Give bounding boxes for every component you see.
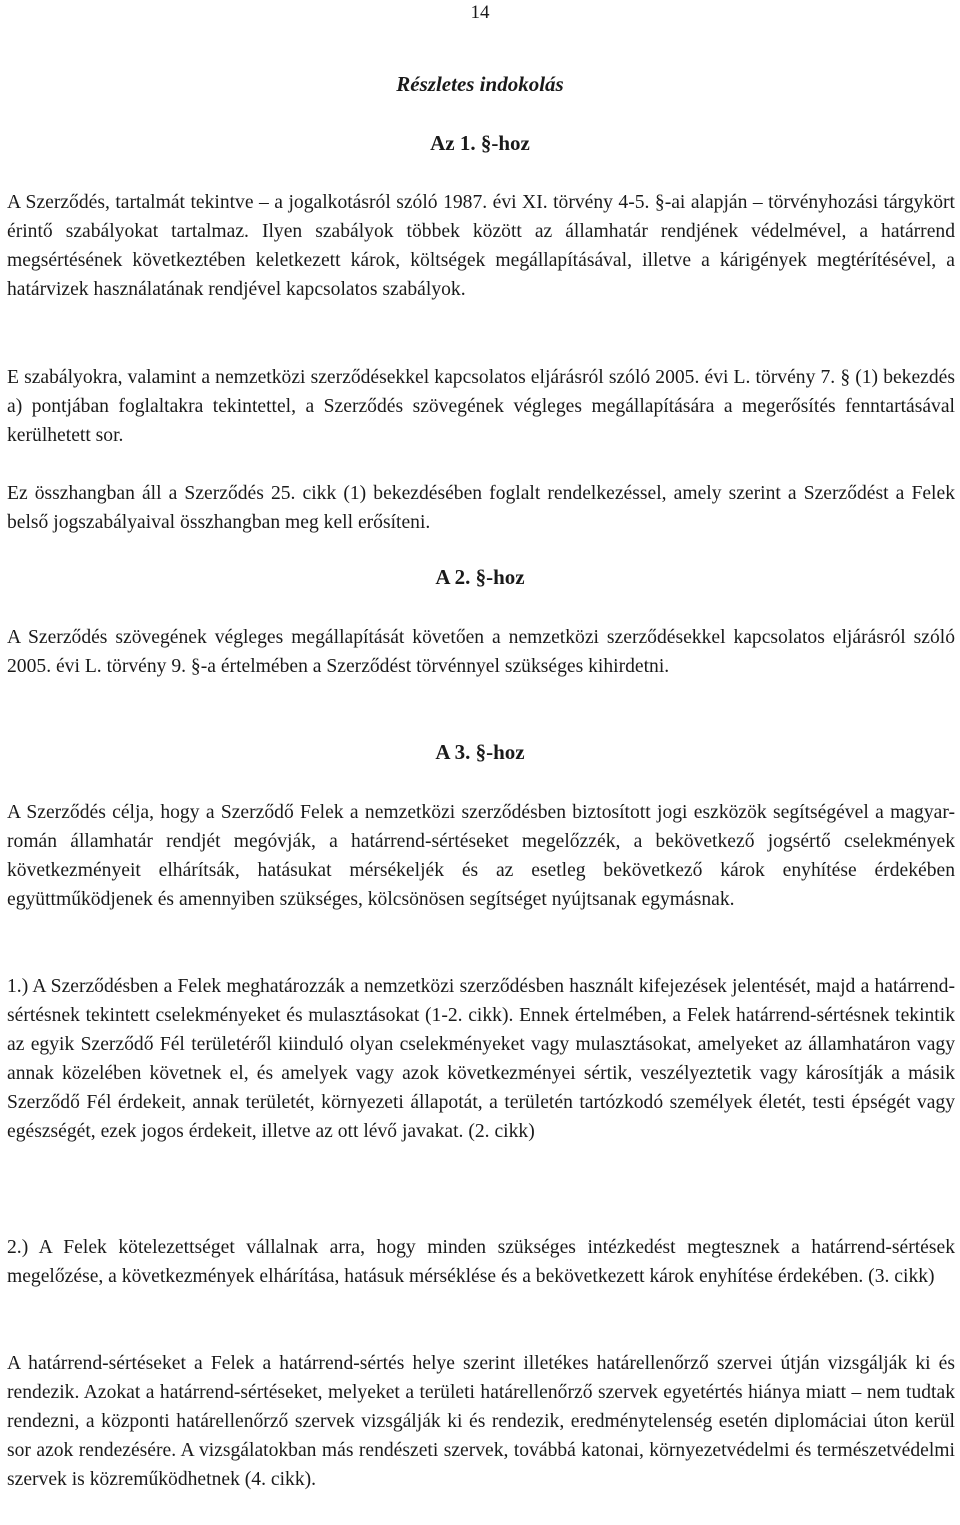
- section-3-paragraph-4: A határrend-sértéseket a Felek a határrend-sértés helye szerint illetékes határellenőrző szervei útján vizsgálják ki és rendezik. Azokat a határrend-sértéseket, melyeket a területi határellenőrző szervek egyetértés hiánya miatt – nem tudtak rendezni, a központi határellenőrző szervek vizsgálják ki és rendezik, eredménytelenség esetén diplomáciai úton kerül sor azok rendezésére. A vizsgálatokban más rendészeti szervek, továbbá katonai, környezetvédelmi és természetvédelmi szervek is közreműködhetnek (4. cikk).: [7, 1353, 955, 1490]
- section-1-paragraph-3: Ez összhangban áll a Szerződés 25. cikk (1) bekezdésében foglalt rendelkezéssel, amely szerint a Szerződést a Felek belső jogszabályaival összhangban meg kell erősíteni.: [7, 483, 955, 533]
- section-2-paragraph-1: A Szerződés szövegének végleges megállapítását követően a nemzetközi szerződésekkel kapcsolatos eljárásról szóló 2005. évi L. törvény 9. §-a értelmében a Szerződést törvénnyel szükséges kihirdetni.: [7, 627, 955, 677]
- section-3-paragraph-3: 2.) A Felek kötelezettséget vállalnak arra, hogy minden szükséges intézkedést megtesznek a határrend-sértések megelőzése, a következmények elhárítása, hatásuk mérséklése és a bekövetkezett károk enyhítése érdekében. (3. cikk): [7, 1237, 955, 1287]
- page-number: 14: [470, 2, 490, 23]
- section-1-paragraph-1: A Szerződés, tartalmát tekintve – a jogalkotásról szóló 1987. évi XI. törvény 4-5. §-ai alapján – törvényhozási tárgykört érintő szabályokat tartalmaz. Ilyen szabályok többek között az államhatár rendjének védelmével, a határrend megsértésének következtében keletkezett károk, költségek megállapításával, illetve a kárigények megtérítésével, a határvizek használatának rendjével kapcsolatos szabályok.: [7, 192, 955, 300]
- section-heading-3: A 3. §-hoz: [435, 740, 525, 764]
- section-3-paragraph-1: A Szerződés célja, hogy a Szerződő Felek a nemzetközi szerződésben biztosított jogi eszközök segítségével a magyar-román államhatár rendjét megóvják, a határrend-sértéseket megelőzzék, a bekövetkező jogsértő cselekmények következményeit elhárítsák, hatásukat mérsékeljék és az esetleg bekövetkező károk enyhítése érdekében együttműködjenek és amennyiben szükséges, kölcsönösen segítséget nyújtsanak egymásnak.: [7, 802, 955, 910]
- section-3-paragraph-2: 1.) A Szerződésben a Felek meghatározzák a nemzetközi szerződésben használt kifejezések jelentését, majd a határrend-sértésnek tekintett cselekményeket és mulasztásokat (1-2. cikk). Ennek értelmében, a Felek határrend-sértésnek tekintik az egyik Szerződő Fél területéről kiinduló olyan cselekményeket vagy mulasztásokat, amelyeket az államhatáron vagy annak közelében követnek el, és amelyek vagy azok következményei sértik, veszélyeztetik vagy károsítják a másik Szerződő Fél érdekeit, annak területét, környezeti állapotát, a területén tartózkodó személyek életét, testi épségét vagy egészségét, ezek jogos érdekeit, illetve az ott lévő javakat. (2. cikk): [7, 976, 955, 1142]
- section-1-paragraph-2: E szabályokra, valamint a nemzetközi szerződésekkel kapcsolatos eljárásról szóló 2005. évi L. törvény 7. § (1) bekezdés a) pontjában foglaltakra tekintettel, a Szerződés szövegének végleges megállapítására a megerősítés fenntartásával kerülhetett sor.: [7, 367, 955, 446]
- document-title: Részletes indokolás: [396, 72, 564, 96]
- section-heading-1: Az 1. §-hoz: [430, 131, 530, 155]
- section-heading-2: A 2. §-hoz: [435, 565, 525, 589]
